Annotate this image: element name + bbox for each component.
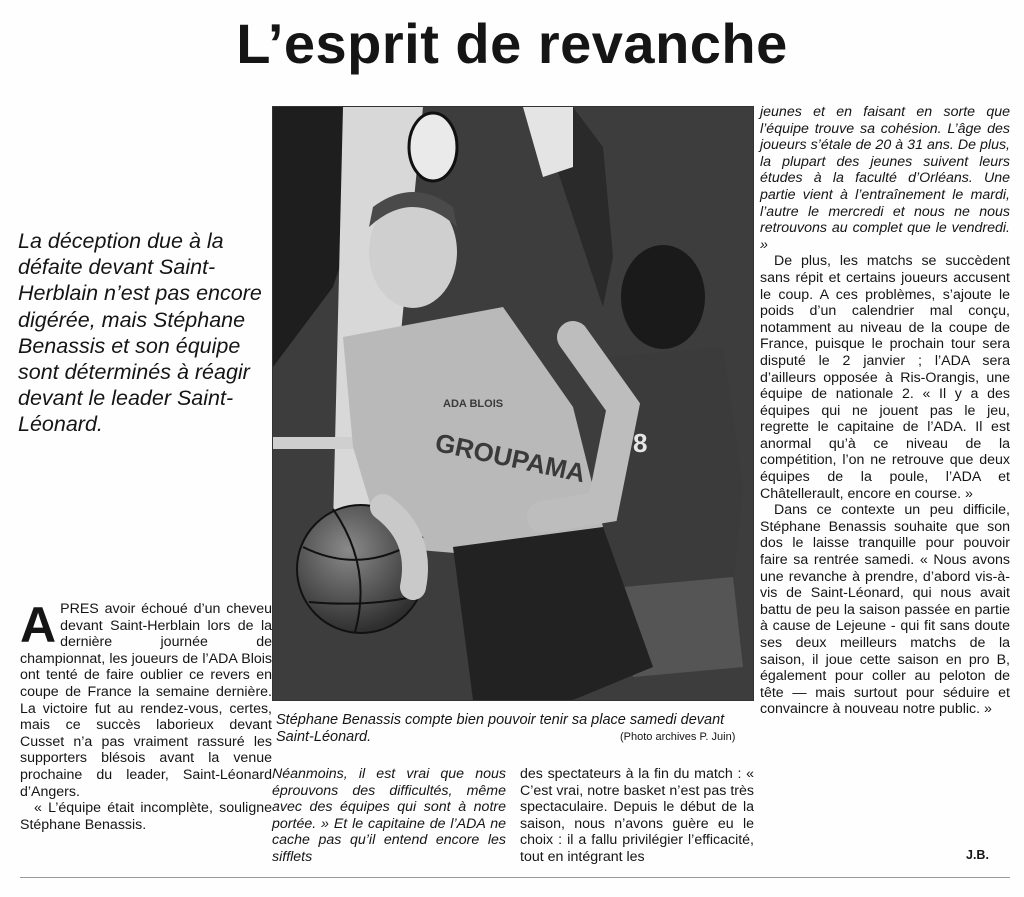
basketball-photo bbox=[272, 106, 754, 701]
article-paragraph: Néanmoins, il est vrai que nous éprouvons des difficultés, même avec des équipes qui sont à notre portée. » Et le capitaine de l’ADA ne cache pas qu’il entend encore les sifflets bbox=[272, 766, 506, 865]
article-paragraph: De plus, les matchs se succèdent sans répit et certains joueurs accusent le coup. A ces problèmes, s’ajoute le poids d’un calendrier mal conçu, notamment au niveau de la coupe de France, puisque le prochain tour sera disputé le 2 janvier ; l’ADA sera d’ailleurs opposée à Ris-Orangis, une équipe de nationale 2. « Il y a des équipes qui ne jouent pas le jeu, regrette le capitaine de l’ADA. Il est anormal qu’à ce niveau de la compétition, l’on ne retrouve que deux équipes de la poule, l’ADA et Châtellerault, encore en course. » bbox=[760, 253, 1010, 502]
standfirst: La déception due à la défaite devant Saint-Herblain n’est pas encore digérée, mais Stéphane Benassis et son équipe sont déterminés à réagir devant le leader Saint-Léonard. bbox=[18, 229, 262, 437]
opponent-head bbox=[621, 245, 705, 349]
article-column-right bbox=[760, 104, 1010, 718]
article-column-left bbox=[20, 597, 272, 833]
article-paragraph: jeunes et en faisant en sorte que l’équipe trouve sa cohésion. L’âge des joueurs s’étale de 20 à 31 ans. De plus, la plupart des jeunes suivent leurs études à la faculté d’Orléans. Une partie vient à l’entraînement le mardi, l’autre le mercredi et nous ne nous retrouvons au complet que le vendredi. » bbox=[760, 104, 1010, 253]
article-paragraph: des spectateurs à la fin du match : « C’est vrai, notre basket n’est pas très spectaculaire. Depuis le début de la saison, nous n’avons guère eu le choix : il a fallu privilégier l’efficacité, tout en intégrant les bbox=[520, 766, 754, 865]
opponent-number: 8 bbox=[633, 428, 648, 458]
article-column-bottom-2 bbox=[520, 766, 754, 866]
jersey-logo-text: ADA BLOIS bbox=[443, 398, 504, 410]
jersey-sponsor-text: GROUPAMA bbox=[432, 427, 589, 489]
hoop-ornament bbox=[409, 113, 457, 181]
photo-illustration bbox=[273, 107, 753, 700]
article-paragraph: « L’équipe était incomplète, souligne Stéphane Benassis. bbox=[20, 800, 272, 833]
article-paragraph: PRES avoir échoué d’un cheveu devant Saint-Herblain lors de la dernière journée de championnat, les joueurs de l’ADA Blois ont tenté de faire oublier ce revers en coupe de France la semaine dernière. La victoire fut au rendez-vous, certes, mais ce succès laborieux devant Cusset n’a pas vraiment rassuré les supporters blésois avant la venue prochaine du leader, Saint-Léonard d’Angers. bbox=[20, 601, 272, 800]
bottom-divider bbox=[20, 877, 1010, 878]
author-signature: J.B. bbox=[966, 848, 989, 862]
photo-credit: (Photo archives P. Juin) bbox=[620, 731, 736, 743]
article-column-bottom-1 bbox=[272, 766, 506, 866]
drop-cap: A bbox=[20, 597, 57, 653]
headline: L’esprit de revanche bbox=[236, 12, 788, 75]
photo-caption: Stéphane Benassis compte bien pouvoir tenir sa place samedi devant Saint-Léonard. bbox=[276, 712, 725, 745]
article-paragraph: Dans ce contexte un peu difficile, Stéphane Benassis souhaite que son dos le laisse tranquille pour pouvoir faire sa rentrée samedi. « Nous avons une revanche à prendre, d’abord vis-à-vis de Saint-Léonard, qui nous avait battu de peu la saison passée en partie à cause de Lejeune - qui fit sans doute ses deux meilleurs matchs de la saison, il joue cette saison en pro B, également pour coller au peloton de tête — mais surtout pour séduire et convaincre à nouveau notre public. » bbox=[760, 502, 1010, 718]
